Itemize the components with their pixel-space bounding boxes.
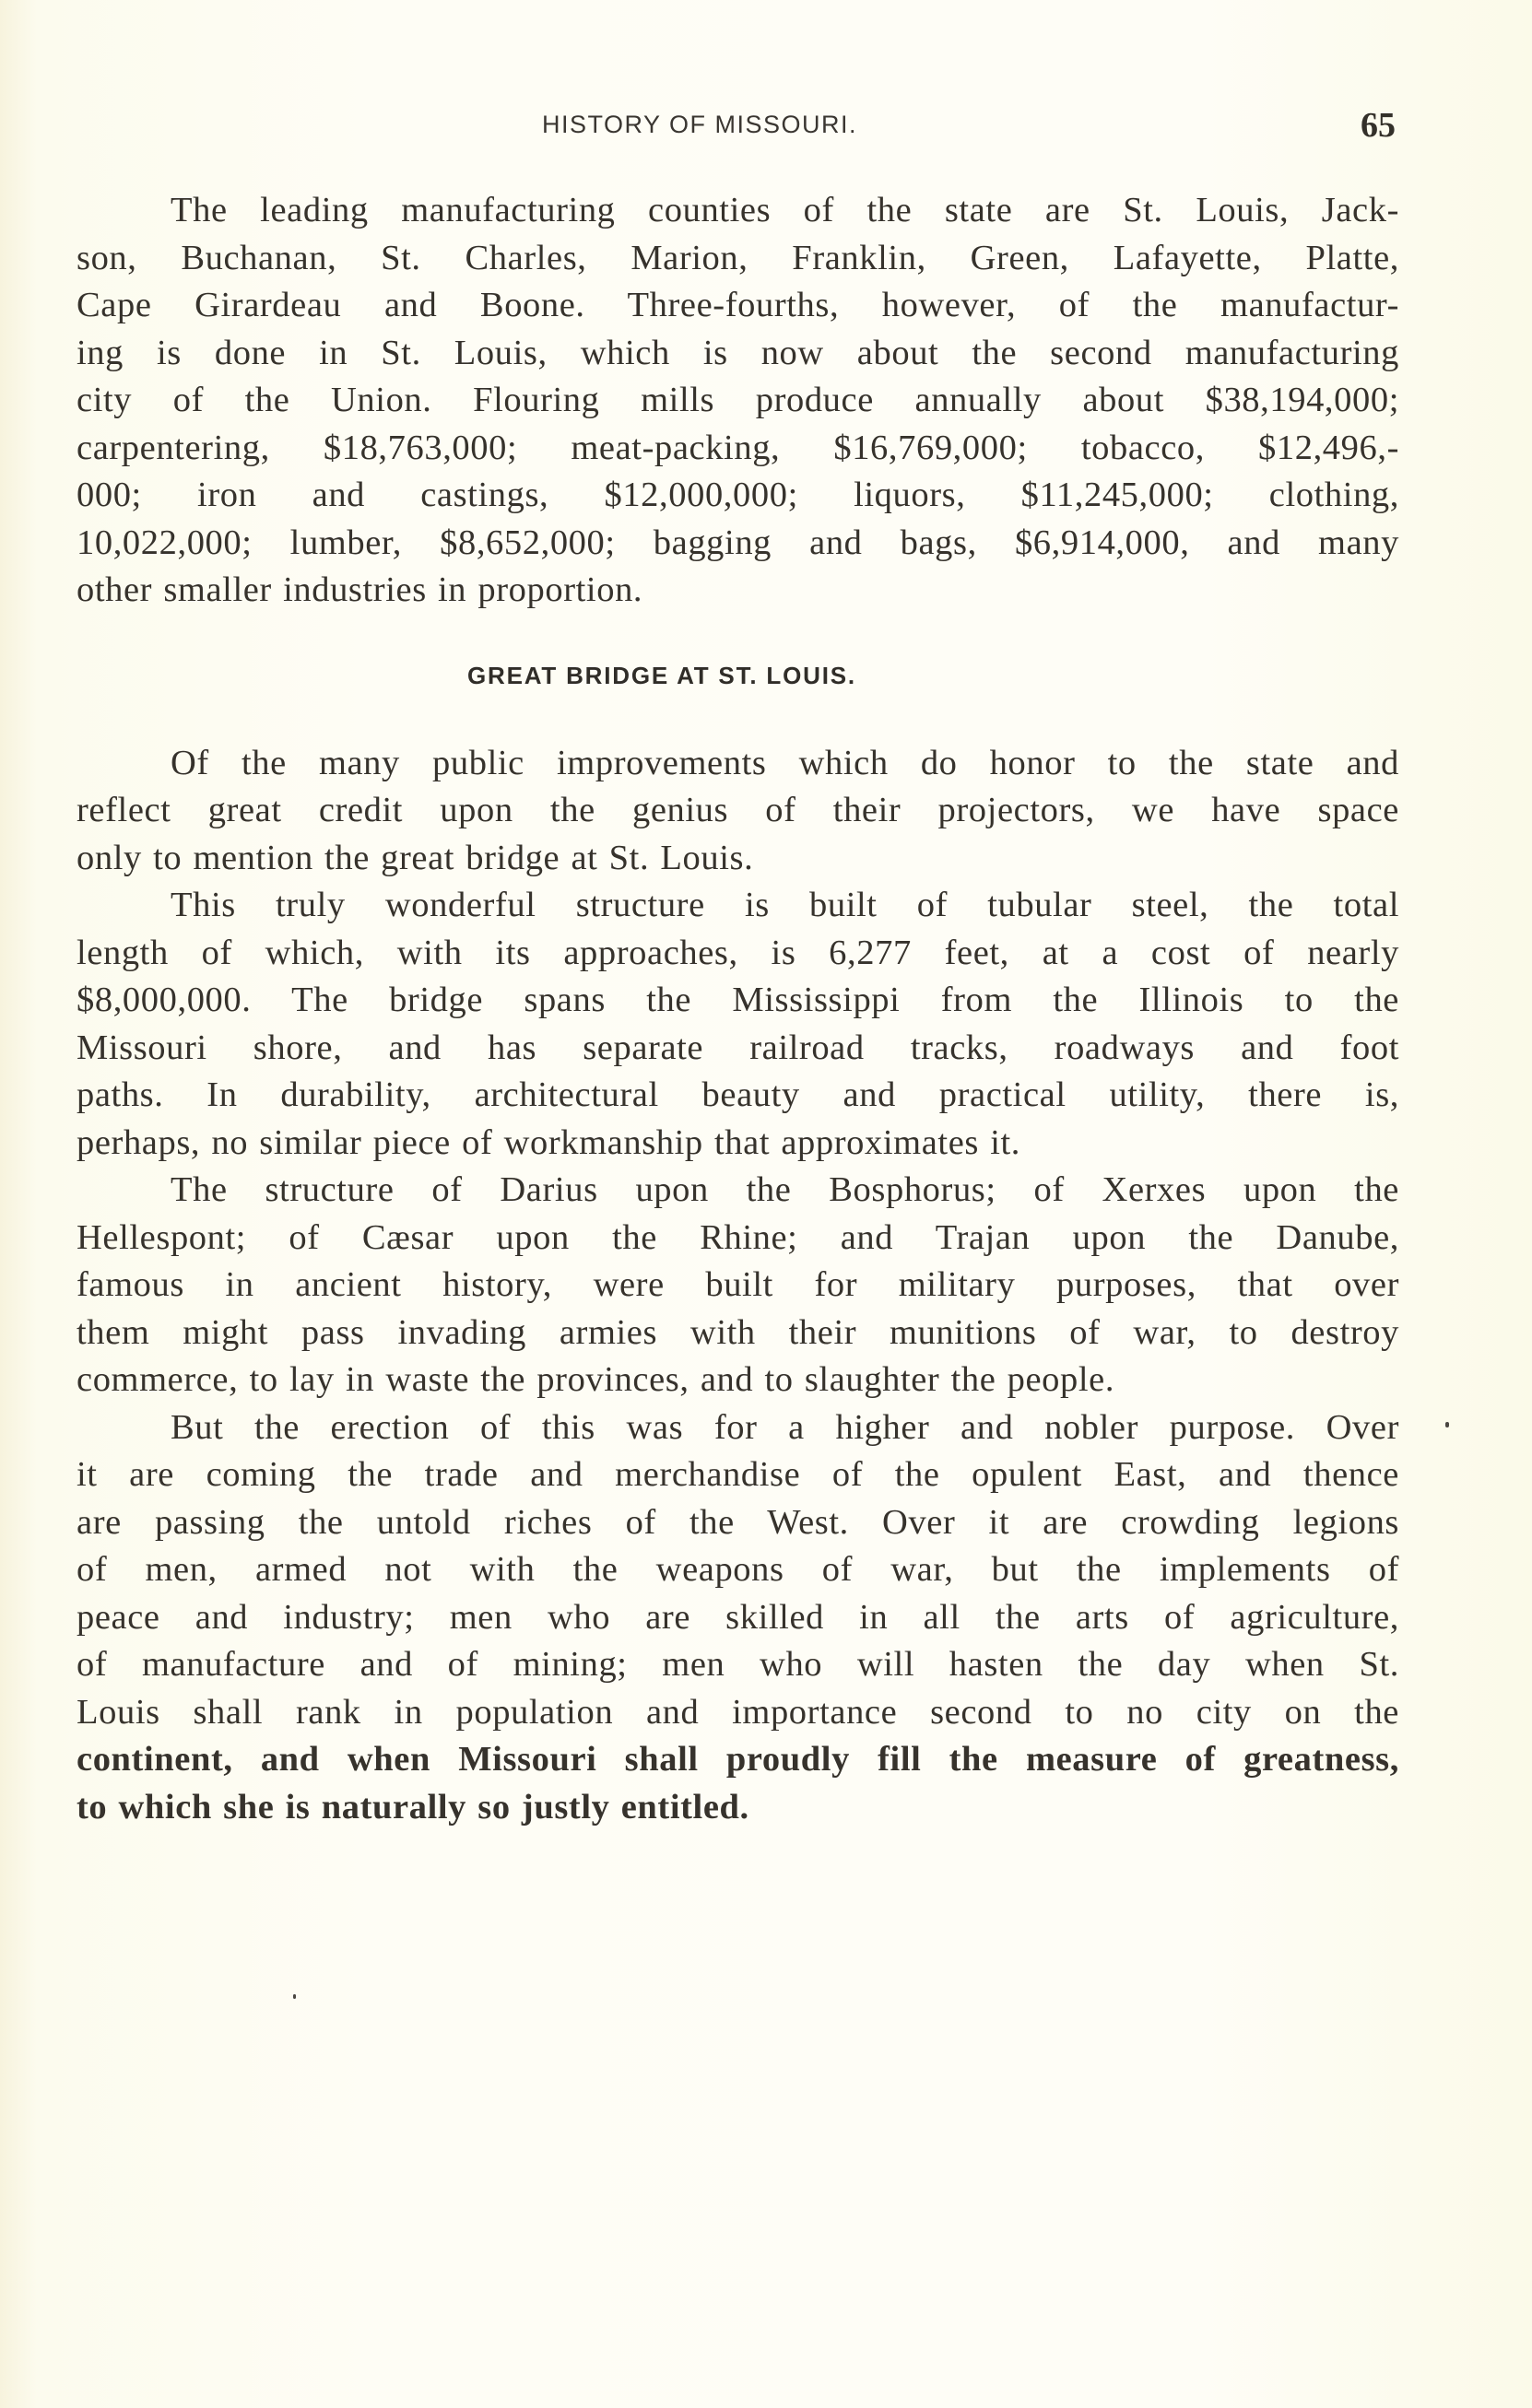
ink-speck [293, 1994, 296, 1999]
text-line: 000; iron and castings, $12,000,000; liquors, $11,245,000; clothing, [77, 476, 1399, 514]
text-line: This truly wonderful structure is built of tubular steel, the total [171, 886, 1399, 924]
page-number: 65 [1361, 106, 1396, 145]
text-line: Missouri shore, and has separate railroad tracks, roadways and foot [77, 1028, 1399, 1067]
text-line: other smaller industries in proportion. [77, 570, 643, 609]
text-line: The leading manufacturing counties of the state are St. Louis, Jack- [171, 191, 1399, 229]
text-line: commerce, to lay in waste the provinces, and to slaughter the people. [77, 1360, 1115, 1399]
text-line: continent, and when Missouri shall proudly fill the measure of greatness, [77, 1740, 1399, 1779]
text-line: $8,000,000. The bridge spans the Mississippi from the Illinois to the [77, 981, 1399, 1019]
text-line: perhaps, no similar piece of workmanship that approximates it. [77, 1123, 1021, 1162]
text-line: Cape Girardeau and Boone. Three-fourths, however, of the manufactur- [77, 286, 1399, 324]
text-line: Of the many public improvements which do honor to the state and [171, 744, 1399, 782]
text-line: 10,022,000; lumber, $8,652,000; bagging and bags, $6,914,000, and many [77, 523, 1399, 562]
text-line: to which she is naturally so justly entitled. [77, 1788, 749, 1827]
ink-speck [1445, 1422, 1449, 1427]
text-line: ing is done in St. Louis, which is now about the second manufacturing [77, 334, 1399, 372]
text-line: The structure of Darius upon the Bosphorus; of Xerxes upon the [171, 1170, 1399, 1209]
section-heading: GREAT BRIDGE AT ST. LOUIS. [467, 662, 856, 689]
text-line: of men, armed not with the weapons of war, but the implements of [77, 1550, 1399, 1589]
text-line: reflect great credit upon the genius of their projectors, we have space [77, 791, 1399, 829]
text-line: famous in ancient history, were built for military purposes, that over [77, 1265, 1399, 1304]
text-line: it are coming the trade and merchandise of the opulent East, and thence [77, 1455, 1399, 1494]
text-line: only to mention the great bridge at St. Louis. [77, 839, 754, 877]
running-title: HISTORY OF MISSOURI. [542, 111, 858, 138]
text-line: city of the Union. Flouring mills produce annually about $38,194,000; [77, 381, 1399, 419]
text-line: them might pass invading armies with their munitions of war, to destroy [77, 1313, 1399, 1352]
text-line: son, Buchanan, St. Charles, Marion, Franklin, Green, Lafayette, Platte, [77, 239, 1399, 277]
text-line: carpentering, $18,763,000; meat-packing, $16,769,000; tobacco, $12,496,- [77, 429, 1399, 467]
text-line: length of which, with its approaches, is 6,277 feet, at a cost of nearly [77, 934, 1399, 972]
text-line: paths. In durability, architectural beauty and practical utility, there is, [77, 1075, 1399, 1114]
text-line: peace and industry; men who are skilled in all the arts of agriculture, [77, 1598, 1399, 1637]
text-line: of manufacture and of mining; men who will hasten the day when St. [77, 1645, 1399, 1684]
text-line: Louis shall rank in population and importance second to no city on the [77, 1693, 1399, 1732]
text-line: are passing the untold riches of the West. Over it are crowding legions [77, 1503, 1399, 1542]
text-line: But the erection of this was for a higher and nobler purpose. Over [171, 1408, 1399, 1447]
text-line: Hellespont; of Cæsar upon the Rhine; and Trajan upon the Danube, [77, 1218, 1399, 1257]
